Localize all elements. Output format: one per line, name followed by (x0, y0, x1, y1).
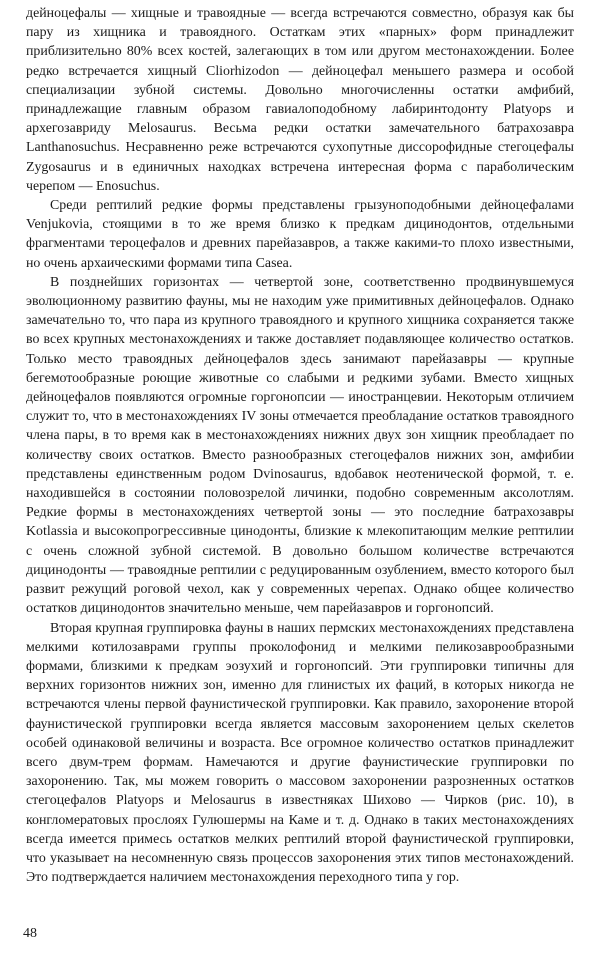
page-body (26, 4, 574, 887)
paragraph-4: Вторая крупная группировка фауны в наших пермских местонахождениях представлена мелкими котилозаврами группы проколофонид и мелкими пеликозаврообразными формами, близкими к предкам эозухий и горгонопсий. Эти группировки типичны для верхних горизонтов нижних зон, именно для глинистых их фаций, в которых никогда не встречаются члены первой фаунистической группировки. Как правило, захоронение второй фаунистической группировки всегда является массовым захоронением целых скелетов особей одинаковой величины и возраста. Все огромное количество остатков принадлежит всего двум-трем формам. Намечаются и другие фаунистические группировки по захоронению. Так, мы можем говорить о массовом захоронении разрозненных остатков стегоцефалов Platyops и Melosaurus в известняках Шихово — Чирков (рис. 10), в конгломератовых прослоях Гулюшермы на Каме и т. д. Однако в таких местонахождениях всегда имеется примесь остатков мелких рептилий второй фаунистической группировки, что указывает на несомненную связь процессов захоронения этих типов местонахождений. Это подтверждается наличием местонахождения переходного типа у гор. (26, 620, 574, 886)
paragraph-1: дейноцефалы — хищные и травоядные — всегда встречаются совместно, образуя как бы пару из хищника и травоядного. Остаткам этих «парных» форм принадлежит приблизительно 80% всех костей, залегающих в том или другом местонахождении. Более редко встречается хищный Cliorhizodon — дейноцефал меньшего размера и особой специализации зубной системы. Довольно многочисленны остатки амфибий, принадлежащие главным образом гавиалоподобному лабиринтодонту Platyops и архегозавриду Melosaurus. Весьма редки остатки замечательного батрахозавра Lanthanosuchus. Несравненно реже встречаются сухопутные диссорофидные стегоцефалы Zygosaurus и в единичных находках встречена интересная форма с параболическим черепом — Enosuchus. (26, 6, 574, 194)
paragraph-2: Среди рептилий редкие формы представлены грызуноподобными дейноцефалами Venjukovia, стоящими в то же время близко к предкам дицинодонтов, отдельными фрагментами тероцефалов и древних парейазавров, а также какими-то плохо известными, но очень архаическими формами типа Casea. (26, 198, 574, 271)
paragraph-3: В позднейших горизонтах — четвертой зоне, соответственно продвинувшемуся эволюционному развитию фауны, мы не находим уже примитивных дейноцефалов. Однако замечательно то, что пара из крупного травоядного и крупного хищника сохраняется также во всех крупных местонахождениях и также доставляет подавляющее количество остатков. Только место травоядных дейноцефалов здесь занимают парейазавры — крупные бегемотообразные роющие животные со слабыми и редкими зубами. Вместо хищных дейноцефалов появляются огромные горгонопсии — иностранцевии. Некоторым отличием служит то, что в местонахождениях IV зоны отмечается преобладание остатков травоядного члена пары, в то время как в местонахождениях нижних двух зон хищник преобладает по количеству своих остатков. Вместо разнообразных стегоцефалов нижних зон, амфибии представлены единственным родом Dvinosaurus, вдобавок неотенической формой, т. е. находившейся в состоянии половозрелой личинки, подобно современным аксолотлям. Редкие формы в местонахождениях четвертой зоны — это последние батрахозавры Kotlassia и высокопрогрессивные цинодонты, близкие к млекопитающим мелкие рептилии с очень сложной зубной системой. В довольно большом количестве встречаются дицинодонты — травоядные рептилии с редуцированным озублением, вместо которого был развит режущий роговой чехол, как у современных черепах. Однако общее количество остатков дицинодонтов значительно меньше, чем парейазавров и горгонопсий. (26, 274, 574, 617)
page-number: 48 (23, 926, 37, 941)
